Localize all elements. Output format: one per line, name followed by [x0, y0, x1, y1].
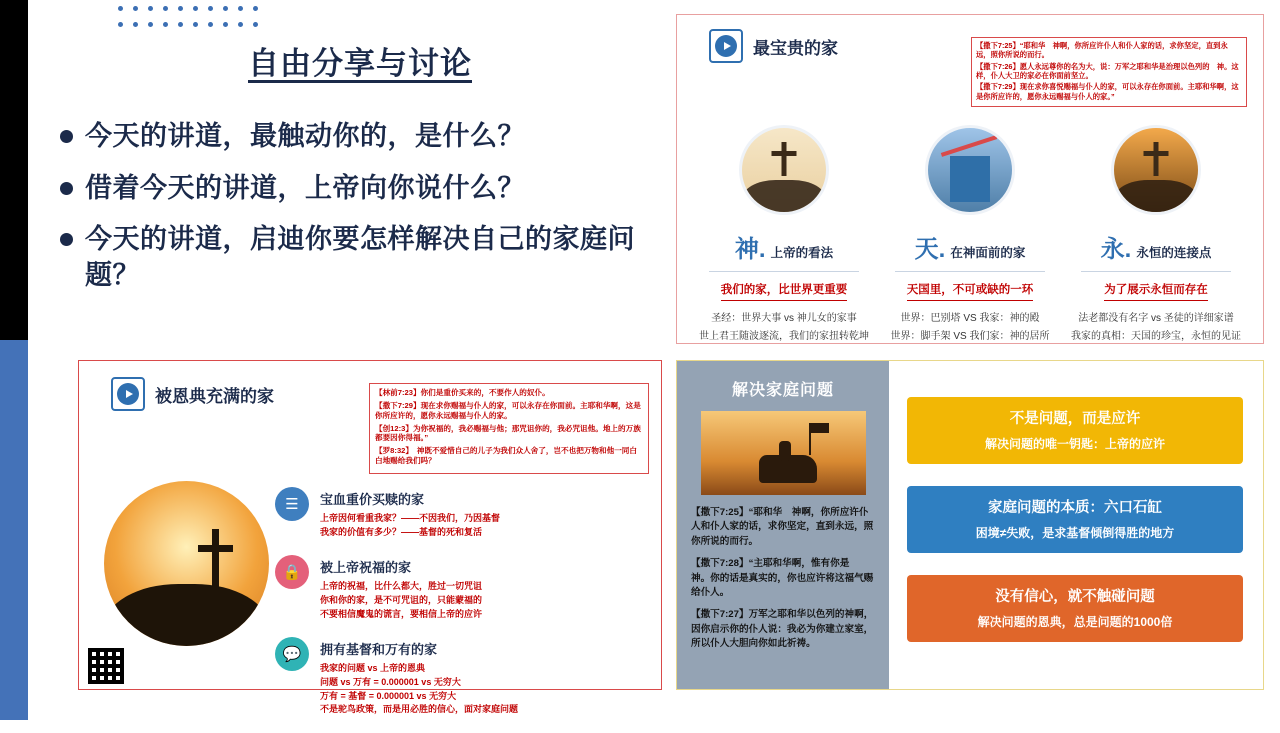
slide-title: 解决家庭问题: [731, 382, 834, 399]
discussion-question-list: [60, 119, 660, 294]
point-line: 我家的价值有多少？——基督的死和复活: [320, 526, 483, 537]
column-keyword: 神. 上帝的看法: [734, 236, 834, 263]
scripture-line: 【撒下7:26】愿人永远尊你的名为大，说：万军之耶和华是治理以色列的 神。这样，仆人大卫的家必在你面前坚立。: [976, 61, 1239, 80]
scripture-line: 【撒下7:29】现在求你赐福与仆人的家，可以永存在你面前。主耶和华啊，这是你所应许的，愿你永远赐福与仆人的家。: [375, 400, 641, 420]
column-subtitle: 上帝的看法: [770, 246, 834, 260]
point-line: 问题 vs 万有 = 0.000001 vs 无穷大: [320, 677, 461, 688]
lock-icon: 🔒: [275, 555, 309, 589]
point-title: 被上帝祝福的家: [320, 560, 412, 576]
scripture-line: 【撒下7:28】“主耶和华啊，惟有你是 神。你的话是真实的，你也应许将这福气赐给仆人。: [691, 558, 874, 598]
discussion-panel: [60, 20, 660, 340]
play-icon: [709, 29, 743, 63]
qr-code-icon: [86, 646, 126, 686]
divider: [895, 271, 1045, 272]
bullet-icon: [60, 130, 73, 143]
list-item: [275, 555, 655, 621]
scripture-line: 【撒下7:25】“耶和华 神啊，你所应许仆人和仆人家的话，求你坚定，直到永远，照你所说的而行。: [976, 41, 1228, 60]
callout-title: 家庭问题的本质：六口石缸: [988, 500, 1162, 516]
callout-subtitle: 困境≠失败，是求基督倾倒得胜的地方: [975, 526, 1175, 540]
slide-solving-family-problems: [676, 360, 1264, 690]
slide-title: 最宝贵的家: [753, 38, 838, 58]
scripture-line: 【林前7:23】你们是重价买来的，不要作人的奴仆。: [375, 388, 550, 397]
column-subtitle: 在神面前的家: [950, 246, 1026, 260]
list-item: [275, 487, 655, 539]
divider: [1081, 271, 1231, 272]
callout-title: 不是问题，而是应许: [1009, 411, 1141, 427]
question-text: 借着今天的讲道，上帝向你说什么？: [85, 172, 525, 203]
column-subtitle: 永恒的连接点: [1136, 246, 1212, 260]
sunset-cross-image: [1111, 125, 1201, 215]
column-yong: [1063, 125, 1249, 344]
point-line: 我家的问题 vs 上帝的恩典: [320, 663, 426, 674]
chat-icon: 💬: [275, 637, 309, 671]
scripture-box: [691, 506, 877, 660]
callout-title: 没有信心，就不触碰问题: [995, 589, 1155, 605]
column-note: 世界：巴别塔 VS 我家：神的殿: [900, 313, 1040, 324]
scripture-line: 【罗8:32】 神既不爱惜自己的儿子为我们众人舍了，岂不也把万物和他一同白白地赐给我们吗？: [375, 446, 637, 466]
column-keyword: 永. 永恒的连接点: [1100, 236, 1212, 263]
construction-image: [925, 125, 1015, 215]
family-cross-image: [104, 481, 269, 646]
point-line: 万有 = 基督 = 0.000001 vs 无穷大: [320, 690, 457, 701]
divider: [709, 271, 859, 272]
list-item: [60, 171, 660, 207]
layers-icon: ☰: [275, 487, 309, 521]
scripture-line: 【撒下7:27】万军之耶和华以色列的神啊，因你启示你的仆人说：我必为你建立家室，所以仆人大胆向你如此祈祷。: [691, 609, 874, 650]
scripture-box: [369, 383, 649, 474]
column-keyword: 天. 在神面前的家: [914, 236, 1026, 263]
column-highlight: 为了展示永恒而存在: [1104, 281, 1208, 301]
left-accent-bar-blue: [0, 340, 28, 720]
list-item: [60, 119, 660, 155]
bullet-icon: [60, 182, 73, 195]
column-note: 法老都没有名字 vs 圣徒的详细家谱: [1078, 313, 1234, 324]
question-text: 今天的讲道，最触动你的，是什么？: [85, 121, 525, 151]
point-line: 上帝的祝福，比什么都大，胜过一切咒诅: [320, 581, 483, 592]
point-line: 不要相信魔鬼的谎言，要相信上帝的应许: [320, 608, 483, 619]
page-title: 自由分享与讨论: [248, 46, 472, 81]
bullet-icon: [60, 233, 73, 246]
slide-left-column: [677, 361, 889, 689]
slide-grace-filled-home: [78, 360, 662, 715]
column-note: 世界：脚手架 VS 我们家：神的居所: [890, 330, 1050, 342]
column-note: 圣经：世界大事 vs 神儿女的家事: [711, 313, 857, 324]
column-highlight: 我们的家，比世界更重要: [721, 281, 848, 301]
scripture-line: 【创12:3】为你祝福的，我必赐福与他；那咒诅你的，我必咒诅他。地上的万族都要因你得福。”: [375, 423, 641, 443]
callout-subtitle: 解决问题的唯一钥匙：上帝的应许: [984, 437, 1165, 451]
left-accent-bar-dark: [0, 0, 28, 340]
column-note: 世上君王随波逐流，我们的家扭转乾坤: [699, 330, 869, 342]
column-tian: [877, 125, 1063, 344]
point-title: 拥有基督和万有的家: [320, 642, 438, 658]
horse-rider-image: [701, 411, 866, 495]
callout-box: [907, 397, 1243, 464]
question-text: 今天的讲道，启迪你要怎样解决自己的家庭问题？: [85, 224, 635, 290]
callout-box: [907, 486, 1243, 553]
point-title: 宝血重价买赎的家: [320, 492, 425, 507]
scripture-line: 【撒下7:25】“耶和华 神啊，你所应许仆人和仆人家的话，求你坚定，直到永远，照你所说的而行。: [691, 507, 874, 547]
list-item: [60, 222, 660, 293]
callout-box-group: [907, 397, 1243, 664]
church-family-image: [739, 125, 829, 215]
list-item: [275, 637, 655, 717]
scripture-box: [971, 37, 1247, 107]
scripture-line: 【撒下7:29】现在求你喜悦赐福与仆人的家，可以永存在你面前。主耶和华啊，这是你所应许的，愿你永远赐福与仆人的家。”: [976, 82, 1239, 101]
column-note: 我家的真相：天国的珍宝，永恒的见证: [1071, 330, 1241, 342]
point-line: 不是驼鸟政策，而是用必胜的信心，面对家庭问题: [320, 704, 519, 715]
slide-title: 被恩典充满的家: [155, 386, 274, 406]
column-shen: [691, 125, 877, 344]
point-line: 你和你的家，是不可咒诅的，只能蒙福的: [320, 595, 483, 606]
three-column-group: [691, 125, 1251, 344]
play-icon: [111, 377, 145, 411]
callout-box: [907, 575, 1243, 642]
point-line: 上帝因何看重我家？——不因我们，乃因基督: [320, 513, 501, 523]
callout-subtitle: 解决问题的恩典，总是问题的1000倍: [977, 615, 1173, 629]
point-list: [275, 487, 655, 733]
slide-most-precious-home: [676, 14, 1264, 344]
column-highlight: 天国里，不可或缺的一环: [907, 281, 1034, 301]
